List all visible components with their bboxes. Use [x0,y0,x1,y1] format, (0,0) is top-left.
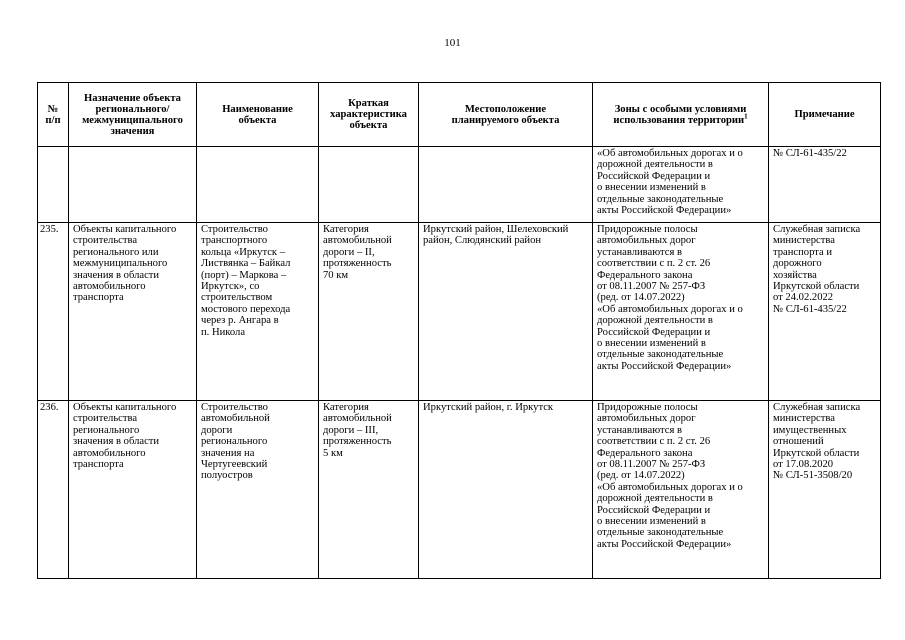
page-number: 101 [444,37,461,49]
cell-zones: Придорожные полосы автомобильных дорог устанавливаются в соответствии с п. 2 ст. 26 Федерального закона от 08.11.2007 № 257-ФЗ (ред. от 14.07.2022) «Об автомобильных дорогах и о дорожной деятельности в Российской Федерации и о внесении изменений в отдельные законодательные акты Российской Федерации» [593,401,769,579]
header-name: Наименование объекта [197,83,319,147]
cell-note: № СЛ-61-435/22 [769,147,881,223]
cell-location: Иркутский район, г. Иркутск [419,401,593,579]
table-row [38,147,881,223]
header-number: № п/п [38,83,69,147]
cell-characteristic: Категория автомобильной дороги – II, протяженность 70 км [319,223,419,401]
cell-location: Иркутский район, Шелеховский район, Слюдянский район [419,223,593,401]
cell-purpose: Объекты капитального строительства регионального или межмуниципального значения в области автомобильного транспорта [69,223,197,401]
header-note: Примечание [769,83,881,147]
header-zones: Зоны с особыми условиями использования территории$^1$ [593,83,769,147]
cell-characteristic [319,147,419,223]
cell-name: Строительство автомобильной дороги регионального значения на Чертугеевский полуостров [197,401,319,579]
cell-purpose [69,147,197,223]
header-location: Местоположение планируемого объекта [419,83,593,147]
cell-name [197,147,319,223]
cell-note: Служебная записка министерства имущественных отношений Иркутской области от 17.08.2020 № СЛ-51-3508/20 [769,401,881,579]
cell-purpose: Объекты капитального строительства регионального значения в области автомобильного транспорта [69,401,197,579]
objects-table [37,82,881,579]
cell-number: 236. [38,401,69,579]
cell-location [419,147,593,223]
cell-number [38,147,69,223]
table-row [38,223,881,401]
header-purpose: Назначение объекта регионального/ межмуниципального значения [69,83,197,147]
cell-zones: Придорожные полосы автомобильных дорог устанавливаются в соответствии с п. 2 ст. 26 Федерального закона от 08.11.2007 № 257-ФЗ (ред. от 14.07.2022) «Об автомобильных дорогах и о дорожной деятельности в Российской Федерации и о внесении изменений в отдельные законодательные акты Российской Федерации» [593,223,769,401]
footnote-mark: 1 [744,111,748,120]
table-header-row [38,83,881,147]
cell-number: 235. [38,223,69,401]
table-row [38,401,881,579]
cell-characteristic: Категория автомобильной дороги – III, протяженность 5 км [319,401,419,579]
cell-name: Строительство транспортного кольца «Иркутск – Листвянка – Байкал (порт) – Маркова – Иркутск», со строительством мостового перехода через р. Ангара в п. Никола [197,223,319,401]
cell-note: Служебная записка министерства транспорта и дорожного хозяйства Иркутской области от 24.02.2022 № СЛ-61-435/22 [769,223,881,401]
header-characteristic: Краткая характеристика объекта [319,83,419,147]
cell-zones: «Об автомобильных дорогах и о дорожной деятельности в Российской Федерации и о внесении изменений в отдельные законодательные акты Российской Федерации» [593,147,769,223]
